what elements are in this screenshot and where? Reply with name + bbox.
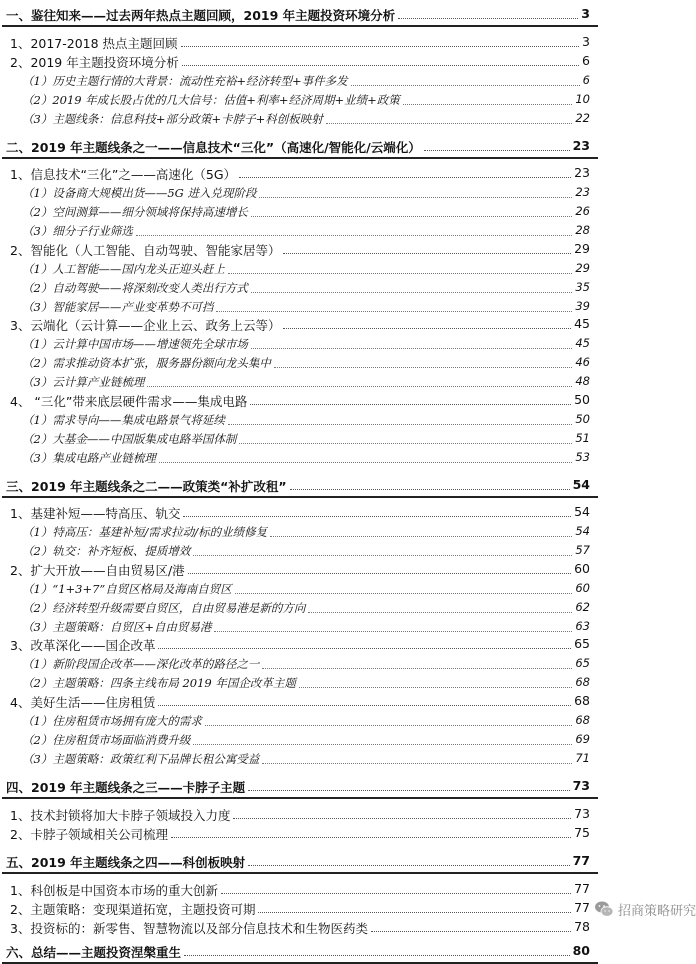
toc-page-number: 6 bbox=[582, 73, 590, 87]
toc-subsection[interactable] bbox=[0, 634, 600, 654]
toc-entry-title: （2）轨交：补齐短板、提质增效 bbox=[22, 544, 191, 558]
toc-entry-title: （1）新阶段国企改革——深化改革的路径之一 bbox=[22, 657, 260, 671]
toc-item[interactable] bbox=[0, 428, 600, 448]
section-rule bbox=[2, 157, 598, 159]
toc-item[interactable] bbox=[0, 258, 600, 278]
toc-item[interactable] bbox=[0, 447, 600, 467]
toc-item[interactable] bbox=[0, 89, 600, 109]
dot-leader bbox=[371, 931, 571, 932]
toc-entry-title: 2、扩大开放——自由贸易区/港 bbox=[10, 563, 185, 578]
dot-leader bbox=[193, 555, 572, 556]
toc-entry-title: 1、技术封锁将加大卡脖子领域投入力度 bbox=[10, 808, 231, 823]
toc-entry-title: 三、2019 年主题线条之二——政策类“补扩改租” bbox=[6, 479, 287, 494]
toc-section[interactable] bbox=[0, 941, 600, 961]
toc-page-number: 29 bbox=[574, 241, 590, 256]
toc-section[interactable] bbox=[0, 776, 600, 796]
toc-item[interactable] bbox=[0, 352, 600, 372]
toc-subsection[interactable] bbox=[0, 898, 600, 918]
toc-entry-title: 1、2017-2018 热点主题回顾 bbox=[10, 36, 178, 51]
toc-page-number: 63 bbox=[575, 619, 590, 633]
dot-leader bbox=[205, 725, 572, 726]
toc-page-number: 65 bbox=[575, 656, 590, 670]
toc-section[interactable] bbox=[0, 475, 600, 495]
toc-subsection[interactable] bbox=[0, 879, 600, 899]
toc-item[interactable] bbox=[0, 220, 600, 240]
toc-page-number: 45 bbox=[574, 316, 590, 331]
toc-entry-title: （3）细分子行业筛选 bbox=[22, 224, 133, 238]
toc-entry-title: 1、基建补短——特高压、轨交 bbox=[10, 506, 181, 521]
toc-page-number: 50 bbox=[574, 392, 590, 407]
toc-item[interactable] bbox=[0, 729, 600, 749]
toc-page-number: 10 bbox=[575, 92, 590, 106]
toc-entry-title: （1）人工智能——国内龙头正迎头赶上 bbox=[22, 262, 225, 276]
toc-entry-title: （3）主题策略：自贸区+自由贸易港 bbox=[22, 620, 212, 634]
dot-leader bbox=[283, 253, 571, 254]
dot-leader bbox=[158, 648, 571, 649]
dot-leader bbox=[251, 348, 572, 349]
toc-entry-title: 2、2019 年主题投资环境分析 bbox=[10, 55, 179, 70]
toc-item[interactable] bbox=[0, 540, 600, 560]
toc-entry-title: 2、主题策略：变现渠道拓宽，主题投资可期 bbox=[10, 902, 256, 917]
toc-item[interactable] bbox=[0, 371, 600, 391]
toc-entry-title: （2）自动驾驶——将深刻改变人类出行方式 bbox=[22, 281, 248, 295]
toc-page-number: 39 bbox=[575, 299, 590, 313]
toc-item[interactable] bbox=[0, 521, 600, 541]
toc-page-number: 77 bbox=[574, 881, 590, 896]
section-rule bbox=[2, 25, 598, 27]
dot-leader bbox=[221, 893, 571, 894]
toc-page-number: 57 bbox=[575, 543, 590, 557]
toc-page-number: 35 bbox=[575, 280, 590, 294]
dot-leader bbox=[188, 573, 571, 574]
toc-page-number: 3 bbox=[581, 6, 590, 21]
toc-entry-title: 4、 “三化”带来底层硬件需求——集成电路 bbox=[10, 394, 248, 409]
toc-entry-title: （3）主题策略：政策红利下品牌长租公寓受益 bbox=[22, 752, 260, 766]
toc-entry-title: （2）住房租赁市场面临消费升级 bbox=[22, 733, 191, 747]
toc-entry-title: （3）主题线条：信息科技+部分政策+卡脖子+科创板映射 bbox=[22, 112, 323, 126]
toc-entry-title: （3）智能家居——产业变革势不可挡 bbox=[22, 300, 214, 314]
dot-leader bbox=[351, 85, 580, 86]
toc-page-number: 26 bbox=[575, 204, 590, 218]
toc-page-number: 75 bbox=[574, 825, 590, 840]
dot-leader bbox=[228, 424, 572, 425]
dot-leader bbox=[258, 912, 571, 913]
toc-page-number: 53 bbox=[575, 450, 590, 464]
toc-page-number: 6 bbox=[582, 53, 590, 68]
toc-entry-title: （2）主题策略：四条主线布局 2019 年国企改革主题 bbox=[22, 676, 296, 690]
toc-entry-title: （3）云计算产业链梳理 bbox=[22, 375, 145, 389]
dot-leader bbox=[251, 292, 572, 293]
section-rule bbox=[2, 797, 598, 799]
toc-entry-title: （2）需求推动资本扩张，服务器份额向龙头集中 bbox=[22, 356, 271, 370]
dot-leader bbox=[136, 235, 572, 236]
toc-page-number: 23 bbox=[575, 185, 590, 199]
dot-leader bbox=[183, 516, 571, 517]
toc-page-number: 73 bbox=[574, 806, 590, 821]
toc-section[interactable] bbox=[0, 136, 600, 156]
dot-leader bbox=[283, 328, 571, 329]
dot-leader bbox=[250, 404, 571, 405]
toc-item[interactable] bbox=[0, 201, 600, 221]
toc-item[interactable] bbox=[0, 672, 600, 692]
toc-subsection[interactable] bbox=[0, 390, 600, 410]
toc-item[interactable] bbox=[0, 333, 600, 353]
toc-entry-title: （3）集成电路产业链梳理 bbox=[22, 451, 156, 465]
toc-page-number: 78 bbox=[574, 919, 590, 934]
toc-entry-title: （1）“1+3+7”自贸区格局及海南自贸区 bbox=[22, 582, 232, 596]
dot-leader bbox=[290, 489, 570, 490]
section-rule bbox=[2, 872, 598, 874]
dot-leader bbox=[184, 955, 570, 956]
toc-page-number: 46 bbox=[575, 355, 590, 369]
toc-item[interactable] bbox=[0, 70, 600, 90]
toc-page-number: 50 bbox=[575, 412, 590, 426]
toc-entry-title: （2）大基金——中国版集成电路举国体制 bbox=[22, 432, 237, 446]
toc-page-number: 60 bbox=[574, 561, 590, 576]
dot-leader bbox=[193, 744, 572, 745]
toc-entry-title: （1）需求导向——集成电路景气将延续 bbox=[22, 413, 225, 427]
dot-leader bbox=[262, 668, 572, 669]
toc-page-number: 69 bbox=[575, 732, 590, 746]
dot-leader bbox=[270, 536, 572, 537]
toc-section[interactable] bbox=[0, 4, 600, 24]
toc-item[interactable] bbox=[0, 616, 600, 636]
toc-page-number: 68 bbox=[574, 693, 590, 708]
dot-leader bbox=[233, 818, 571, 819]
toc-subsection[interactable] bbox=[0, 163, 600, 183]
toc-page-number: 77 bbox=[572, 853, 590, 868]
dot-leader bbox=[182, 65, 579, 66]
toc-subsection[interactable] bbox=[0, 314, 600, 334]
toc-subsection[interactable] bbox=[0, 32, 600, 52]
toc-page-number: 54 bbox=[575, 524, 590, 538]
watermark-label: 招商策略研究 bbox=[618, 904, 696, 919]
toc-entry-title: 五、2019 年主题线条之四——科创板映射 bbox=[6, 855, 246, 870]
toc-page-number: 45 bbox=[575, 336, 590, 350]
toc-item[interactable] bbox=[0, 578, 600, 598]
toc-page-number: 80 bbox=[572, 943, 590, 958]
toc-item[interactable] bbox=[0, 409, 600, 429]
dot-leader bbox=[214, 631, 572, 632]
dot-leader bbox=[398, 18, 578, 19]
toc-page-number: 71 bbox=[575, 751, 590, 765]
toc-entry-title: 二、2019 年主题线条之一——信息技术“三化”（高速化/智能化/云端化） bbox=[6, 140, 421, 155]
toc-entry-title: （2）空间测算——细分领域将保持高速增长 bbox=[22, 205, 248, 219]
toc-page-number: 23 bbox=[574, 165, 590, 180]
toc-page-number: 54 bbox=[572, 477, 590, 492]
toc-page-number: 54 bbox=[574, 504, 590, 519]
toc-subsection[interactable] bbox=[0, 804, 600, 824]
toc-entry-title: （1）住房租赁市场拥有庞大的需求 bbox=[22, 714, 202, 728]
toc-entry-title: （1）历史主题行情的大背景：流动性充裕+经济转型+事件多发 bbox=[22, 74, 348, 88]
toc-page-number: 3 bbox=[582, 34, 590, 49]
dot-leader bbox=[299, 687, 572, 688]
toc-page-number: 28 bbox=[575, 223, 590, 237]
dot-leader bbox=[251, 216, 572, 217]
dot-leader bbox=[235, 593, 572, 594]
dot-leader bbox=[248, 790, 570, 791]
toc-entry-title: 1、信息技术“三化”之——高速化（5G） bbox=[10, 167, 237, 182]
toc-item[interactable] bbox=[0, 748, 600, 768]
toc-entry-title: （1）特高压：基建补短/需求拉动/标的业绩修复 bbox=[22, 525, 268, 539]
toc-subsection[interactable] bbox=[0, 691, 600, 711]
toc-page-number: 60 bbox=[575, 581, 590, 595]
toc-item[interactable] bbox=[0, 182, 600, 202]
dot-leader bbox=[274, 367, 572, 368]
toc-page-number: 68 bbox=[575, 713, 590, 727]
toc-page-number: 77 bbox=[574, 900, 590, 915]
toc-entry-title: 六、总结——主题投资涅槃重生 bbox=[6, 945, 182, 960]
toc-page-number: 23 bbox=[572, 138, 590, 153]
dot-leader bbox=[262, 763, 572, 764]
toc-subsection[interactable] bbox=[0, 239, 600, 259]
toc-entry-title: （2）经济转型升级需要自贸区，自由贸易港是新的方向 bbox=[22, 601, 306, 615]
toc-entry-title: 1、科创板是中国资本市场的重大创新 bbox=[10, 883, 218, 898]
toc-entry-title: 3、投资标的：新零售、智慧物流以及部分信息技术和生物医药类 bbox=[10, 921, 368, 936]
toc-subsection[interactable] bbox=[0, 502, 600, 522]
toc-item[interactable] bbox=[0, 108, 600, 128]
dot-leader bbox=[424, 150, 570, 151]
toc-page-number: 22 bbox=[575, 111, 590, 125]
toc-item[interactable] bbox=[0, 277, 600, 297]
dot-leader bbox=[158, 705, 571, 706]
dot-leader bbox=[403, 104, 572, 105]
toc-item[interactable] bbox=[0, 597, 600, 617]
toc-item[interactable] bbox=[0, 296, 600, 316]
toc-subsection[interactable] bbox=[0, 51, 600, 71]
toc-entry-title: （1）云计算中国市场——增速领先全球市场 bbox=[22, 337, 248, 351]
toc-page-number: 48 bbox=[575, 374, 590, 388]
dot-leader bbox=[159, 462, 572, 463]
toc-subsection[interactable] bbox=[0, 823, 600, 843]
dot-leader bbox=[216, 311, 572, 312]
toc-section[interactable] bbox=[0, 851, 600, 871]
dot-leader bbox=[239, 177, 571, 178]
dot-leader bbox=[326, 123, 572, 124]
toc-page-number: 62 bbox=[575, 600, 590, 614]
toc-entry-title: 3、云端化（云计算——企业上云、政务上云等） bbox=[10, 318, 281, 333]
toc-page-number: 29 bbox=[575, 261, 590, 275]
toc-page-number: 51 bbox=[575, 431, 590, 445]
dot-leader bbox=[147, 386, 572, 387]
toc-page-number: 68 bbox=[575, 675, 590, 689]
dot-leader bbox=[239, 443, 572, 444]
dot-leader bbox=[228, 273, 572, 274]
section-rule bbox=[2, 496, 598, 498]
dot-leader bbox=[171, 837, 571, 838]
toc-entry-title: （1）设备商大规模出货——5G 进入兑现阶段 bbox=[22, 186, 257, 200]
dot-leader bbox=[181, 46, 579, 47]
wechat-icon bbox=[594, 899, 614, 919]
toc-page-number: 73 bbox=[572, 778, 590, 793]
toc-entry-title: 一、鉴往知来——过去两年热点主题回顾，2019 年主题投资环境分析 bbox=[6, 8, 396, 23]
toc-entry-title: 3、改革深化——国企改革 bbox=[10, 638, 156, 653]
toc-subsection[interactable] bbox=[0, 917, 600, 937]
toc-item[interactable] bbox=[0, 710, 600, 730]
toc-subsection[interactable] bbox=[0, 559, 600, 579]
dot-leader bbox=[308, 612, 572, 613]
toc-entry-title: 2、智能化（人工智能、自动驾驶、智能家居等） bbox=[10, 243, 281, 258]
toc-entry-title: （2）2019 年成长股占优的几大信号：估值+利率+经济周期+业绩+政策 bbox=[22, 93, 400, 107]
toc-item[interactable] bbox=[0, 653, 600, 673]
toc-page-number: 65 bbox=[574, 636, 590, 651]
toc-entry-title: 2、卡脖子领域相关公司梳理 bbox=[10, 827, 168, 842]
toc-entry-title: 4、美好生活——住房租赁 bbox=[10, 695, 156, 710]
toc-entry-title: 四、2019 年主题线条之三——卡脖子主题 bbox=[6, 780, 246, 795]
dot-leader bbox=[248, 865, 570, 866]
dot-leader bbox=[259, 197, 572, 198]
